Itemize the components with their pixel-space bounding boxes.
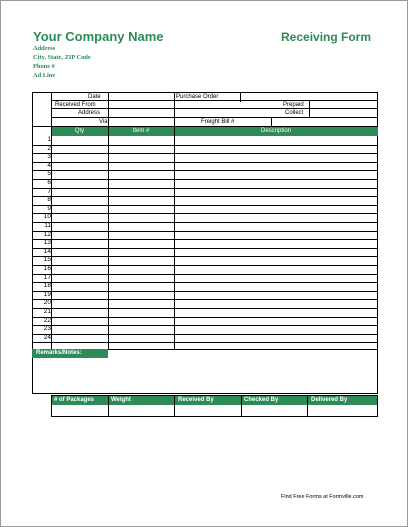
row-number: 4 — [47, 161, 51, 169]
row-number: 8 — [47, 196, 51, 204]
row-number: 1 — [47, 136, 51, 143]
description-cell[interactable] — [175, 274, 376, 282]
address-field[interactable] — [109, 109, 239, 116]
checked-by-field[interactable] — [242, 406, 306, 415]
received-by-field[interactable] — [175, 406, 240, 415]
qty-cell[interactable] — [52, 317, 107, 325]
qty-cell[interactable] — [52, 137, 107, 145]
item-number-cell[interactable] — [109, 317, 173, 325]
row-number: 10 — [43, 213, 51, 221]
row-number: 14 — [43, 247, 51, 255]
row-number: 19 — [43, 290, 51, 298]
item-number-cell[interactable] — [109, 257, 173, 265]
remarks-field[interactable] — [34, 359, 376, 392]
qty-cell[interactable] — [52, 197, 107, 205]
item-number-cell[interactable] — [109, 291, 173, 299]
received-from-label: Received From — [55, 102, 96, 108]
item-number-cell[interactable] — [109, 171, 173, 179]
item-number-cell[interactable] — [109, 145, 173, 153]
items-header-bar — [51, 127, 378, 136]
qty-cell[interactable] — [52, 326, 107, 334]
weight-header: Weight — [111, 397, 131, 403]
received-from-field[interactable] — [109, 101, 239, 108]
item-number-cell[interactable] — [109, 137, 173, 145]
qty-cell[interactable] — [52, 266, 107, 274]
checked-by-header: Checked By — [244, 397, 279, 403]
packages-field[interactable] — [53, 406, 107, 415]
delivered-by-header: Delivered By — [311, 397, 348, 403]
qty-cell[interactable] — [52, 154, 107, 162]
description-cell[interactable] — [175, 266, 376, 274]
item-number-cell[interactable] — [109, 334, 173, 342]
row-number: 11 — [44, 222, 51, 229]
row-number: 16 — [43, 265, 51, 272]
item-number-cell[interactable] — [109, 231, 173, 239]
item-number-cell[interactable] — [109, 180, 173, 188]
row-number: 22 — [43, 316, 51, 324]
qty-cell[interactable] — [52, 231, 107, 239]
qty-cell[interactable] — [52, 300, 107, 308]
item-number-cell[interactable] — [109, 214, 173, 222]
footer-credit: Find Free Forms at Formville.com — [281, 494, 364, 500]
description-cell[interactable] — [175, 257, 376, 265]
row-number: 3 — [47, 153, 51, 161]
address-label: Address — [78, 110, 101, 116]
description-cell[interactable] — [175, 162, 376, 170]
date-field[interactable] — [109, 93, 173, 100]
description-cell[interactable] — [175, 300, 376, 308]
description-cell[interactable] — [175, 137, 376, 145]
item-number-cell[interactable] — [109, 197, 173, 205]
description-cell[interactable] — [175, 291, 376, 299]
row-number: 21 — [43, 308, 51, 315]
qty-cell[interactable] — [52, 223, 107, 231]
row-number: 23 — [43, 325, 51, 333]
qty-cell[interactable] — [52, 205, 107, 213]
item-number-cell[interactable] — [109, 274, 173, 282]
qty-cell[interactable] — [52, 248, 107, 256]
item-number-cell[interactable] — [109, 223, 173, 231]
prepaid-field[interactable] — [310, 101, 377, 108]
item-number-cell[interactable] — [109, 266, 173, 274]
date-label: Date — [88, 94, 101, 100]
company-name: Your Company Name — [33, 29, 164, 44]
qty-cell[interactable] — [52, 309, 107, 317]
description-cell[interactable] — [175, 317, 376, 325]
qty-cell[interactable] — [52, 188, 107, 196]
item-number-cell[interactable] — [109, 248, 173, 256]
item-number-cell[interactable] — [109, 154, 173, 162]
weight-field[interactable] — [109, 406, 173, 415]
delivered-by-field[interactable] — [308, 406, 376, 415]
form-title: Receiving Form — [281, 30, 372, 44]
qty-cell[interactable] — [52, 180, 107, 188]
description-cell[interactable] — [175, 197, 376, 205]
description-cell[interactable] — [175, 283, 376, 291]
row-number: 12 — [43, 230, 51, 238]
qty-cell[interactable] — [52, 171, 107, 179]
description-cell[interactable] — [175, 326, 376, 334]
purchase-order-label: Purchase Order — [176, 94, 219, 100]
row-number: 5 — [47, 170, 51, 178]
purchase-order-field[interactable] — [241, 93, 377, 100]
packages-header: # of Packages — [54, 397, 95, 403]
qty-cell[interactable] — [52, 274, 107, 282]
qty-cell[interactable] — [52, 291, 107, 299]
qty-header: Qty — [74, 128, 85, 134]
receipt-summary-table — [51, 395, 378, 417]
phone-line: Phone # — [33, 63, 55, 70]
row-number: 9 — [47, 204, 51, 212]
row-number: 7 — [47, 187, 51, 195]
description-cell[interactable] — [175, 309, 376, 317]
ad-line: Ad Line — [33, 72, 56, 79]
row-number: 18 — [43, 282, 51, 290]
item-number-cell[interactable] — [109, 188, 173, 196]
qty-cell[interactable] — [52, 334, 107, 342]
description-cell[interactable] — [175, 231, 376, 239]
qty-cell[interactable] — [52, 214, 107, 222]
description-cell[interactable] — [175, 188, 376, 196]
row-number: 17 — [43, 273, 51, 281]
prepaid-label: Prepaid — [283, 102, 304, 108]
row-number: 6 — [47, 179, 51, 186]
description-cell[interactable] — [175, 180, 376, 188]
collect-label: Collect — [285, 110, 304, 116]
item-number-cell[interactable] — [109, 205, 173, 213]
received-by-header: Received By — [178, 397, 214, 403]
row-number: 20 — [43, 299, 51, 307]
qty-cell[interactable] — [52, 283, 107, 291]
description-cell[interactable] — [175, 248, 376, 256]
row-divider — [33, 342, 378, 343]
item-number-cell[interactable] — [109, 283, 173, 291]
item-number-header: Item # — [132, 128, 150, 134]
item-number-cell[interactable] — [109, 326, 173, 334]
item-number-cell[interactable] — [109, 300, 173, 308]
item-number-cell[interactable] — [109, 240, 173, 248]
city-state-zip-line: City, State, ZIP Code — [33, 54, 91, 61]
address-line: Address — [33, 45, 56, 52]
description-cell[interactable] — [175, 240, 376, 248]
row-number: 15 — [43, 256, 51, 264]
description-cell[interactable] — [175, 145, 376, 153]
description-cell[interactable] — [175, 154, 376, 162]
shipment-info-table — [32, 92, 378, 126]
freight-bill-label: Freight Bill # — [201, 119, 235, 125]
description-cell[interactable] — [175, 214, 376, 222]
description-header: Description — [260, 128, 291, 134]
via-label: Via — [99, 119, 108, 125]
description-cell[interactable] — [175, 205, 376, 213]
row-number: 2 — [47, 144, 51, 152]
collect-field[interactable] — [310, 109, 377, 116]
freight-bill-field[interactable] — [272, 118, 377, 126]
via-field[interactable] — [109, 118, 173, 126]
item-number-cell[interactable] — [109, 309, 173, 317]
description-cell[interactable] — [175, 334, 376, 342]
qty-cell[interactable] — [52, 162, 107, 170]
row-number: 24 — [43, 333, 51, 341]
qty-cell[interactable] — [52, 257, 107, 265]
remarks-label: Remarks/Notes: — [36, 350, 82, 356]
row-number: 13 — [43, 239, 51, 247]
description-cell[interactable] — [175, 223, 376, 231]
qty-cell[interactable] — [52, 145, 107, 153]
description-cell[interactable] — [175, 171, 376, 179]
item-number-cell[interactable] — [109, 162, 173, 170]
qty-cell[interactable] — [52, 240, 107, 248]
